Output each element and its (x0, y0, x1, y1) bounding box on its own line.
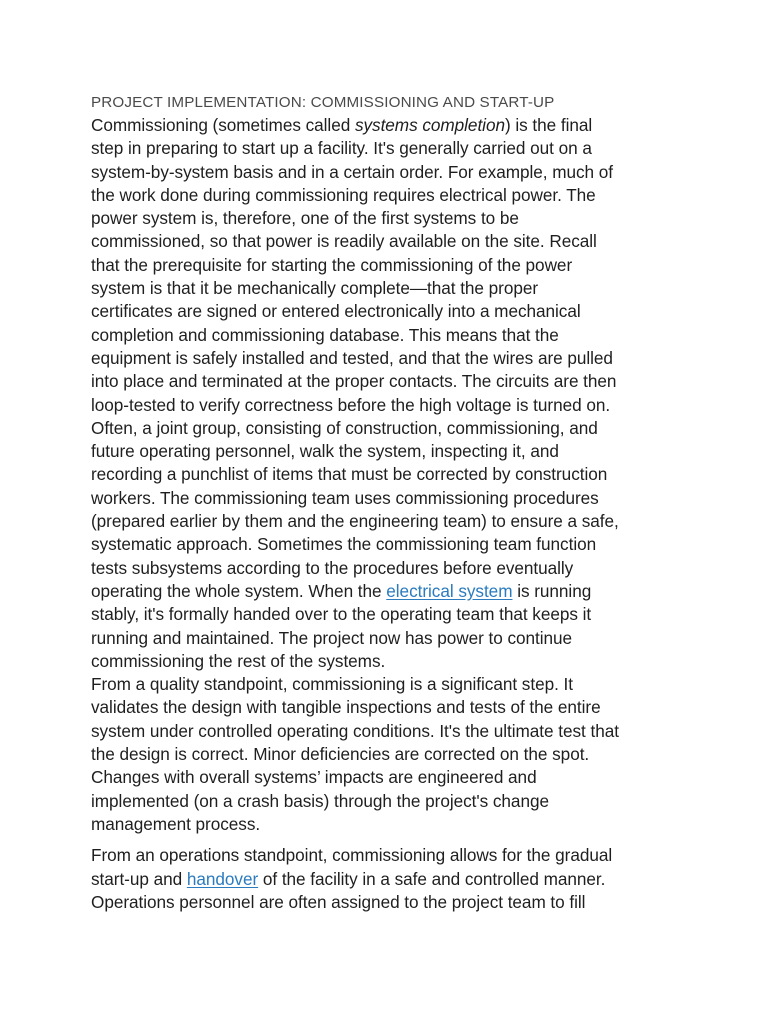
text-line: loop-tested to verify correctness before the high voltage is turned on. (91, 394, 611, 415)
section-heading: PROJECT IMPLEMENTATION: COMMISSIONING AND START-UP (91, 94, 555, 111)
text-line: equipment is safely installed and tested, and that the wires are pulled (91, 347, 613, 368)
text-segment: of the facility in a safe and controlled manner. (258, 868, 606, 889)
text-segment: start-up and (91, 868, 187, 889)
text-line: future operating personnel, walk the system, inspecting it, and (91, 441, 559, 462)
text-line: step in preparing to start up a facility. It's generally carried out on a (91, 138, 592, 159)
text-line: Often, a joint group, consisting of construction, commissioning, and (91, 417, 598, 438)
text-line: the work done during commissioning requires electrical power. The (91, 184, 596, 205)
text-line: into place and terminated at the proper contacts. The circuits are then (91, 371, 617, 392)
text-line: system under controlled operating conditions. It's the ultimate test that (91, 720, 619, 741)
text-line: validates the design with tangible inspections and tests of the entire (91, 697, 601, 718)
text-line: Operations personnel are often assigned to the project team to fill (91, 891, 586, 912)
handover-link[interactable]: handover (186, 868, 259, 889)
text-segment: is running (512, 580, 592, 601)
text-line: tests subsystems according to the procedures before eventually (91, 557, 574, 578)
text-line: certificates are signed or entered electronically into a mechanical (91, 301, 581, 322)
text-line: the design is correct. Minor deficiencies are corrected on the spot. (91, 744, 590, 765)
text-line: stably, it's formally handed over to the operating team that keeps it (91, 604, 592, 625)
text-line: (prepared earlier by them and the engineering team) to ensure a safe, (91, 511, 619, 532)
text-line: that the prerequisite for starting the commissioning of the power (91, 254, 573, 275)
text-line: Changes with overall systems’ impacts are engineered and (91, 767, 537, 788)
text-line: completion and commissioning database. This means that the (91, 324, 559, 345)
text-line: commissioned, so that power is readily available on the site. Recall (91, 231, 597, 252)
text-line (91, 868, 691, 891)
text-line: management process. (91, 813, 261, 834)
text-line: workers. The commissioning team uses commissioning procedures (91, 487, 599, 508)
text-segment: operating the whole system. When the (91, 580, 387, 601)
text-line (91, 580, 691, 603)
text-line: implemented (on a crash basis) through the project's change (91, 790, 549, 811)
text-line: commissioning the rest of the systems. (91, 650, 386, 671)
text-line: system-by-system basis and in a certain order. For example, much of (91, 161, 614, 182)
paragraph-quality (91, 673, 691, 836)
document-body (91, 92, 691, 914)
paragraph-commissioning (91, 114, 691, 673)
text-line: power system is, therefore, one of the first systems to be (91, 208, 519, 229)
electrical-system-link[interactable]: electrical system (386, 580, 513, 601)
text-segment: ) is the final (504, 115, 593, 135)
text-line: running and maintained. The project now has power to continue (91, 627, 573, 648)
paragraph-operations (91, 844, 691, 914)
emphasis-text: systems completion (354, 115, 505, 135)
text-line: recording a punchlist of items that must be corrected by construction (91, 464, 608, 485)
text-line (91, 114, 691, 137)
text-line: systematic approach. Sometimes the commissioning team function (91, 534, 597, 555)
text-line: From a quality standpoint, commissioning is a significant step. It (91, 674, 573, 695)
text-line: From an operations standpoint, commissioning allows for the gradual (91, 845, 613, 866)
text-line: system is that it be mechanically complete—that the proper (91, 278, 539, 299)
text-segment: Commissioning (sometimes called (91, 115, 355, 135)
